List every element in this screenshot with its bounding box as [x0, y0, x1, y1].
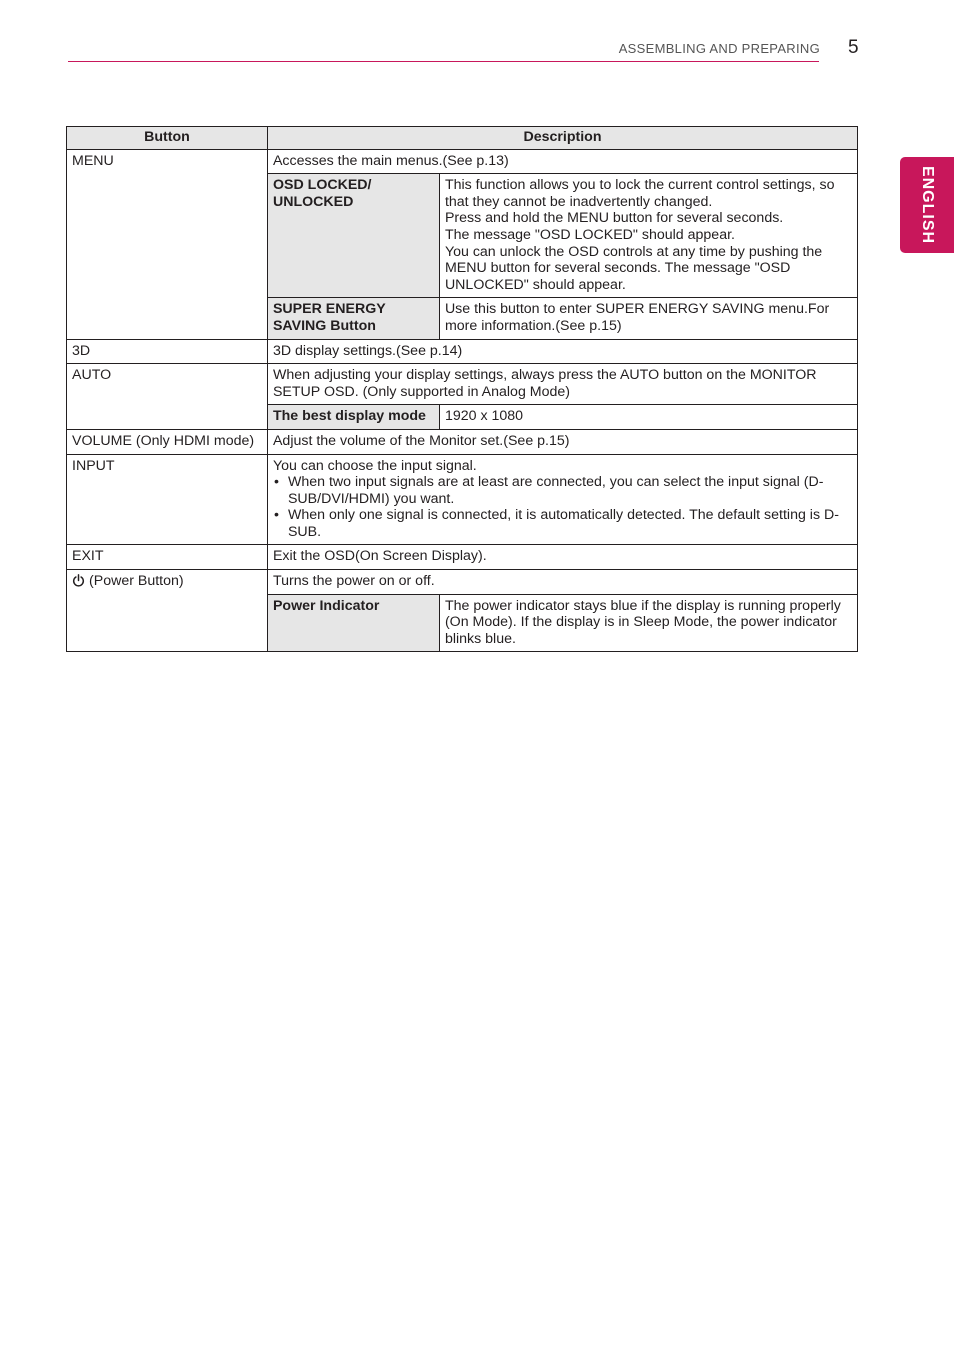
menu-description: Accesses the main menus.(See p.13) — [267, 149, 857, 174]
language-tab-label: ENGLISH — [919, 165, 936, 245]
input-bullet-list — [273, 474, 852, 540]
osd-line: This function allows you to lock the current control settings, so that they cannot be inadvertently changed. — [444, 177, 835, 210]
3d-description: 3D display settings.(See p.14) — [267, 339, 857, 364]
button-name-exit: EXIT — [67, 545, 268, 570]
super-energy-saving-description: Use this button to enter SUPER ENERGY SAVING menu.For more information.(See p.15) — [439, 298, 857, 339]
table-row — [67, 454, 858, 545]
osd-line: The message "OSD LOCKED" should appear. — [444, 226, 735, 243]
column-header-description: Description — [267, 127, 857, 150]
button-name-power — [67, 570, 268, 652]
input-description — [267, 454, 857, 545]
page-number: 5 — [848, 37, 859, 58]
table-row — [67, 429, 858, 454]
button-name-input: INPUT — [67, 454, 268, 545]
volume-description: Adjust the volume of the Monitor set.(See p.15) — [267, 429, 857, 454]
osd-line: Press and hold the MENU button for several seconds. — [444, 210, 784, 227]
language-tab — [900, 157, 954, 253]
table-row — [67, 545, 858, 570]
button-name-menu: MENU — [67, 149, 268, 339]
osd-locked-description — [439, 174, 857, 298]
table-row — [67, 570, 858, 595]
button-description-table — [66, 126, 858, 652]
table-header-row — [67, 127, 858, 150]
best-display-mode-value: 1920 x 1080 — [439, 405, 857, 430]
best-display-mode-label: The best display mode — [267, 405, 439, 430]
column-header-button: Button — [67, 127, 268, 150]
power-indicator-label: Power Indicator — [267, 594, 439, 652]
power-description: Turns the power on or off. — [267, 570, 857, 595]
table-row — [67, 364, 858, 405]
power-button-label: (Power Button) — [89, 573, 184, 590]
super-energy-saving-label: SUPER ENERGY SAVING Button — [267, 298, 439, 339]
osd-locked-label: OSD LOCKED/ UNLOCKED — [267, 174, 439, 298]
button-name-auto: AUTO — [67, 364, 268, 430]
input-intro: You can choose the input signal. — [272, 457, 477, 474]
list-item: • When two input signals are at least are connected, you can select the input signal (D-SUB/DVI/HDMI) you want. — [288, 474, 852, 507]
button-name-volume: VOLUME (Only HDMI mode) — [67, 429, 268, 454]
table-row — [67, 339, 858, 364]
header-divider — [68, 61, 819, 62]
power-indicator-description: The power indicator stays blue if the display is running properly (On Mode). If the display is in Sleep Mode, the power indicator blinks blue. — [439, 594, 857, 652]
list-item: • When only one signal is connected, it is automatically detected. The default setting is D-SUB. — [288, 507, 852, 540]
button-name-3d: 3D — [67, 339, 268, 364]
exit-description: Exit the OSD(On Screen Display). — [267, 545, 857, 570]
auto-description: When adjusting your display settings, always press the AUTO button on the MONITOR SETUP OSD. (Only supported in Analog Mode) — [267, 364, 857, 405]
table-row — [67, 149, 858, 174]
section-title: ASSEMBLING AND PREPARING — [618, 41, 820, 56]
power-icon — [72, 574, 85, 587]
osd-line: You can unlock the OSD controls at any time by pushing the MENU button for several seconds. The message "OSD UNLOCKED" should appear. — [444, 243, 823, 293]
